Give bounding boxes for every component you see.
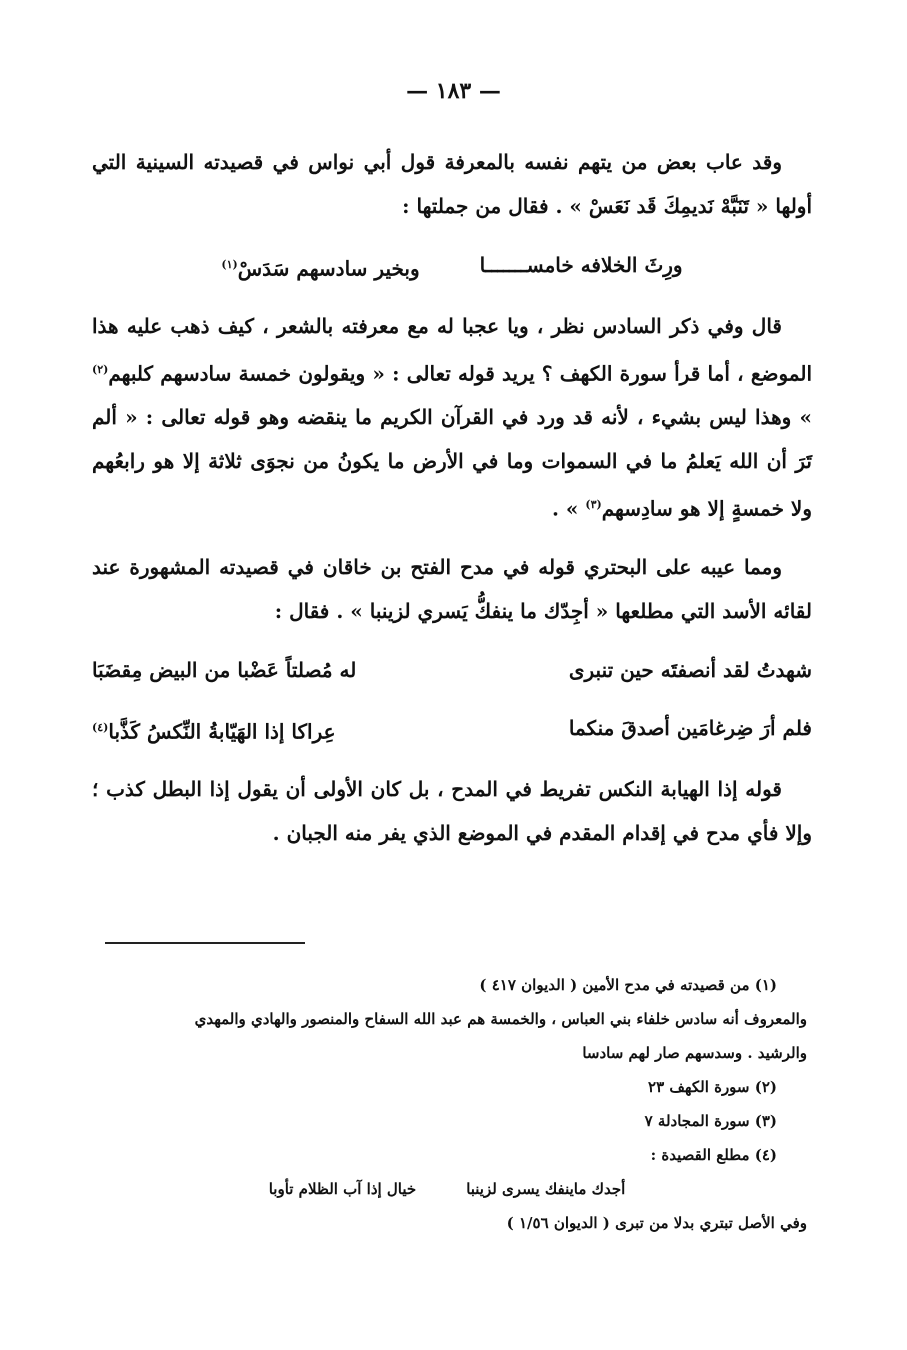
footnote-1-end: والرشيد . وسدسهم صار لهم سادسا: [582, 1044, 807, 1062]
footnote-4-verse: [87, 1172, 807, 1206]
footnote-marker-3: (٣): [585, 498, 602, 512]
footnote-4-end: وفي الأصل تبتري بدلا من تبرى ( الديوان ١/٥٦ ): [506, 1214, 807, 1232]
main-text: [92, 140, 812, 869]
verse-2-first-hemistich: شهدتُ لقد أنصفتَه حين تنبرى: [568, 657, 812, 682]
verse-2-second-hemistich: له مُصلتاً عَضْبا من البيض مِقضَبَا: [92, 657, 357, 682]
paragraph-2-text: قال وفي ذكر السادس نظر ، ويا عجبا له مع معرفته بالشعر ، كيف ذهب عليه هذا الموضع ، أما قرأ سورة الكهف ؟ يريد قوله تعالى : « ويقولون خمسة سادسهم كلبهم: [92, 313, 812, 386]
verse-1-second-text: وبخير سادسهم سَدَسْ: [237, 256, 420, 281]
footnote-marker-1: (١): [221, 258, 238, 271]
verse-1-first-hemistich: ورِثَ الخلافه خامســـــــا: [479, 253, 683, 277]
paragraph-2-end: » .: [551, 496, 579, 521]
footnote-1: (١) من قصيدته في مدح الأمين ( الديوان ٤١٧ ): [479, 976, 777, 994]
verse-3-second-hemistich: [92, 705, 336, 755]
footnote-2: (٢) سورة الكهف ٢٣: [648, 1078, 777, 1096]
page-number: — ١٨٣ —: [406, 78, 501, 104]
paragraph-3: ومما عيبه على البحتري قوله في مدح الفتح بن خاقان في قصيدته المشهورة عند لقائه الأسد التي مطلعها « أجِدّك ما ينفكُّ يَسري لزينبا » . فقال :: [92, 554, 812, 623]
verse-1: [92, 242, 812, 292]
paragraph-2: [92, 304, 812, 531]
footnotes: [87, 968, 807, 1240]
verse-3: [92, 705, 812, 755]
paragraph-4: قوله إذا الهيابة النكس تفريط في المدح ، بل كان الأولى أن يقول إذا البطل كذب ؛ وإلا فأي مدح في إقدام المقدم في الموضع الذي يفر منه الجبان .: [92, 776, 812, 845]
footnote-3: (٣) سورة المجادلة ٧: [644, 1112, 777, 1130]
paragraph-2-continued: » وهذا ليس بشيء ، لأنه قد ورد في القرآن الكريم ما ينقضه وهو قوله تعالى : « ألم تَرَ أن الله يَعلمُ ما في السموات وما في الأرض ما يكونُ من نجوَى ثلاثة إلا هو رابعُهم ولا خمسةٍ إلا هو سادِسهم: [92, 405, 812, 521]
footnote-4-verse-first: أجدك ماينفك يسرى لزينبا: [466, 1180, 626, 1198]
verse-2: [92, 647, 812, 693]
footnote-marker-4: (٤): [92, 720, 109, 734]
footnote-4: (٤) مطلع القصيدة :: [650, 1146, 777, 1164]
verse-3-second-text: عِراكا إذا الهَيّابةُ النِّكسُ كَذَّبا: [108, 719, 336, 744]
verse-1-second-hemistich: [221, 242, 419, 292]
footnote-4-verse-second: خيال إذا آب الظلام تأوبا: [268, 1180, 417, 1198]
footnote-1-continued: والمعروف أنه سادس خلفاء بني العباس ، والخمسة هم عبد الله السفاح والمنصور والهادي والمهدي: [194, 1010, 807, 1028]
paragraph-1: وقد عاب بعض من يتهم نفسه بالمعرفة قول أبي نواس في قصيدته السينية التي أولها « تَنَبَّهْ نَديمِكَ قَد نَعَسْ » . فقال من جملتها :: [92, 150, 812, 218]
verse-3-first-hemistich: فلم أرَ ضِرغامَين أصدقَ منكما: [568, 715, 812, 740]
footnote-marker-2: (٢): [92, 362, 109, 376]
footnote-divider: [105, 942, 305, 944]
